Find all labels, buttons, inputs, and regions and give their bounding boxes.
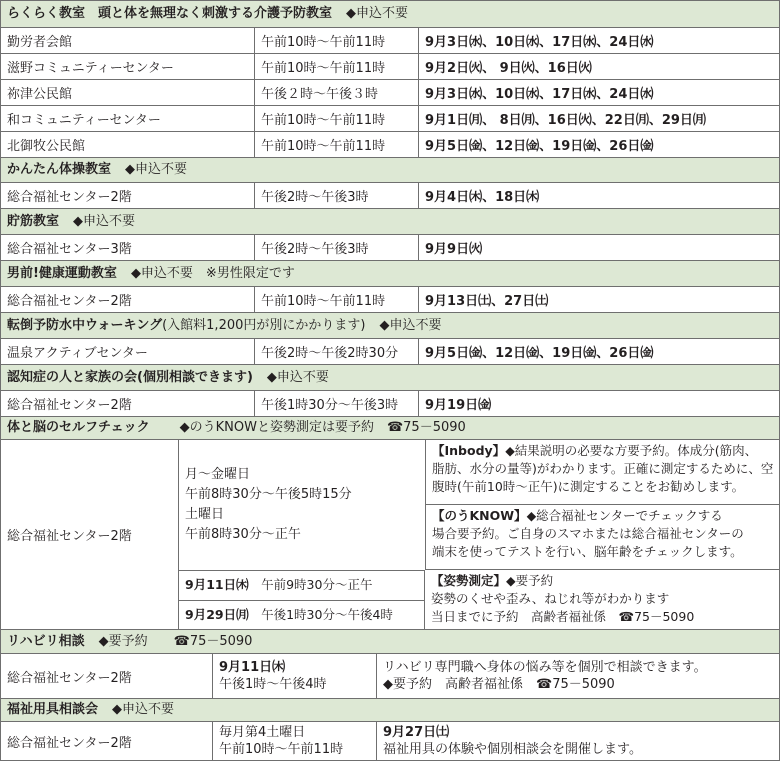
rakuraku-row: [1, 28, 779, 54]
selfcheck-hours: [179, 440, 425, 570]
time-cell: 午後２時～午後３時: [255, 80, 419, 105]
rehab-header: [1, 630, 779, 654]
inbody-text: 脂肪、水分の量等)がわかります。正確に測定するために、空: [432, 461, 774, 476]
inbody-label: 【Inbody】: [432, 443, 506, 458]
fukushi-note: ◆申込不要: [112, 702, 175, 717]
tentou-fee: (入館料1,200円が別にかかります): [162, 318, 366, 333]
weekday-hours: 午前8時30分～午後5時15分: [185, 487, 352, 502]
fukushi-desc-line: 福祉用具の体験や個別相談会を開催します。: [383, 742, 642, 757]
rakuraku-row: [1, 132, 779, 158]
posture-info: [425, 570, 779, 630]
nouknow-text: ◆総合福祉センターでチェックする: [526, 508, 723, 523]
selfcheck-block: [1, 440, 779, 630]
tentou-header: [1, 313, 779, 339]
rakuraku-row: [1, 80, 779, 106]
chokin-title: 貯筋教室: [7, 214, 60, 229]
otokomae-note: ◆申込不要 ※男性限定です: [130, 266, 295, 281]
posture-text: 姿勢のくせや歪み、ねじれ等がわかります: [431, 591, 670, 606]
posture-text: ◆要予約: [506, 573, 554, 588]
fukushi-header: [1, 699, 779, 722]
rehab-title: リハビリ相談: [7, 634, 85, 649]
session-sep11: [179, 570, 425, 600]
rehab-datetime: [213, 654, 377, 698]
time-cell: 午後1時30分～午後3時: [255, 391, 419, 416]
schedule-day: 毎月第4土曜日: [219, 725, 306, 740]
venue-cell: 総合福祉センター2階: [1, 440, 179, 629]
otokomae-title: 男前!健康運動教室: [7, 266, 117, 281]
rakuraku-note: ◆申込不要: [346, 6, 409, 21]
venue-cell: 総合福祉センター2階: [1, 654, 213, 698]
selfcheck-note: ◆のうKNOWと姿勢測定は要予約 ☎75－5090: [179, 420, 466, 435]
nouknow-label: 【のうKNOW】: [432, 508, 527, 523]
session-date: 9月11日㈭: [185, 577, 249, 592]
kantan-note: ◆申込不要: [125, 162, 188, 177]
rehab-time: 午後1時～午後4時: [219, 677, 327, 692]
selfcheck-title: 体と脳のセルフチェック: [7, 420, 150, 435]
venue-cell: 総合福祉センター2階: [1, 287, 255, 312]
session-time: 午前9時30分～正午: [261, 577, 373, 592]
time-cell: 午前10時～午前11時: [255, 287, 419, 312]
fukushi-desc: [377, 722, 779, 760]
fukushi-date: 9月27日㈯: [383, 725, 450, 740]
time-cell: 午前10時～午前11時: [255, 106, 419, 131]
rehab-row: [1, 654, 779, 699]
kantan-row: [1, 183, 779, 209]
tentou-row: [1, 339, 779, 365]
dates-cell: 9月3日㈬、10日㈬、17日㈬、24日㈬: [425, 87, 654, 102]
otokomae-row: [1, 287, 779, 313]
nouknow-text: 端末を使ってテストを行い、脳年齢をチェックします。: [432, 544, 743, 559]
rakuraku-header: [1, 1, 779, 28]
time-cell: 午前10時～午前11時: [255, 132, 419, 157]
venue-cell: 総合福祉センター2階: [1, 183, 255, 208]
time-cell: 午後2時～午後3時: [255, 183, 419, 208]
session-time: 午後1時30分～午後4時: [261, 607, 393, 622]
ninchi-header: [1, 365, 779, 391]
dates-cell: 9月9日㈫: [425, 242, 483, 257]
dates-cell: 9月3日㈬、10日㈬、17日㈬、24日㈬: [425, 35, 654, 50]
venue-cell: 和コミュニティーセンター: [1, 106, 255, 131]
inbody-info: [426, 440, 779, 505]
time-cell: 午前10時～午前11時: [255, 54, 419, 79]
venue-cell: 滋野コミュニティーセンター: [1, 54, 255, 79]
venue-cell: 祢津公民館: [1, 80, 255, 105]
kantan-header: [1, 158, 779, 183]
weekday-label: 月～金曜日: [185, 467, 251, 482]
schedule-time: 午前10時～午前11時: [219, 742, 344, 757]
rehab-contact: ◆要予約 高齢者福祉係 ☎75－5090: [383, 677, 615, 692]
ninchi-note: ◆申込不要: [266, 370, 329, 385]
tentou-note: ◆申込不要: [379, 318, 442, 333]
venue-cell: 総合福祉センター3階: [1, 235, 255, 260]
dates-cell: 9月5日㈮、12日㈮、19日㈮、26日㈮: [425, 139, 654, 154]
rehab-note: ◆要予約 ☎75－5090: [98, 634, 253, 649]
rehab-desc: [377, 654, 779, 698]
selfcheck-header: [1, 417, 779, 440]
rakuraku-row: [1, 106, 779, 132]
session-sep29: [179, 600, 425, 630]
dates-cell: 9月4日㈭、18日㈭: [425, 190, 540, 205]
dates-cell: 9月2日㈫、 9日㈫、16日㈫: [425, 61, 592, 76]
dates-cell: 9月1日㈪、 8日㈪、16日㈫、22日㈪、29日㈪: [425, 113, 706, 128]
inbody-text: ◆結果説明の必要な方要予約。体成分(筋肉、: [505, 443, 758, 458]
dates-cell: 9月5日㈮、12日㈮、19日㈮、26日㈮: [425, 346, 654, 361]
fukushi-schedule: [213, 722, 377, 760]
chokin-header: [1, 209, 779, 235]
time-cell: 午後2時～午後3時: [255, 235, 419, 260]
fukushi-title: 福祉用具相談会: [7, 702, 99, 717]
otokomae-header: [1, 261, 779, 287]
time-cell: 午前10時～午前11時: [255, 28, 419, 53]
saturday-hours: 午前8時30分～正午: [185, 527, 301, 542]
saturday-label: 土曜日: [185, 507, 225, 522]
fukushi-row: [1, 722, 779, 760]
rakuraku-row: [1, 54, 779, 80]
venue-cell: 総合福祉センター2階: [1, 391, 255, 416]
rehab-desc-line: リハビリ専門職へ身体の悩み等を個別で相談できます。: [383, 660, 707, 675]
time-cell: 午後2時～午後2時30分: [255, 339, 419, 364]
posture-label: 【姿勢測定】: [431, 573, 507, 588]
venue-cell: 北御牧公民館: [1, 132, 255, 157]
kantan-title: かんたん体操教室: [7, 162, 112, 177]
rehab-date: 9月11日㈭: [219, 660, 286, 675]
chokin-note: ◆申込不要: [73, 214, 136, 229]
venue-cell: 温泉アクティブセンター: [1, 339, 255, 364]
venue-cell: 勤労者会館: [1, 28, 255, 53]
chokin-row: [1, 235, 779, 261]
tentou-title: 転倒予防水中ウォーキング: [7, 318, 163, 333]
session-date: 9月29日㈪: [185, 607, 249, 622]
dates-cell: 9月13日㈯、27日㈯: [425, 294, 549, 309]
posture-text: 当日までに予約 高齢者福祉係 ☎75－5090: [431, 609, 695, 624]
nouknow-info: [426, 505, 779, 570]
rakuraku-title: らくらく教室 頭と体を無理なく刺激する介護予防教室: [7, 6, 333, 21]
nouknow-text: 場合要予約。ご自身のスマホまたは総合福祉センターの: [432, 526, 744, 541]
dates-cell: 9月19日㈮: [425, 398, 492, 413]
ninchi-row: [1, 391, 779, 417]
ninchi-title: 認知症の人と家族の会(個別相談できます): [7, 370, 253, 385]
inbody-text: 腹時(午前10時～正午)に測定することをお勧めします。: [432, 479, 745, 494]
venue-cell: 総合福祉センター2階: [1, 722, 213, 760]
